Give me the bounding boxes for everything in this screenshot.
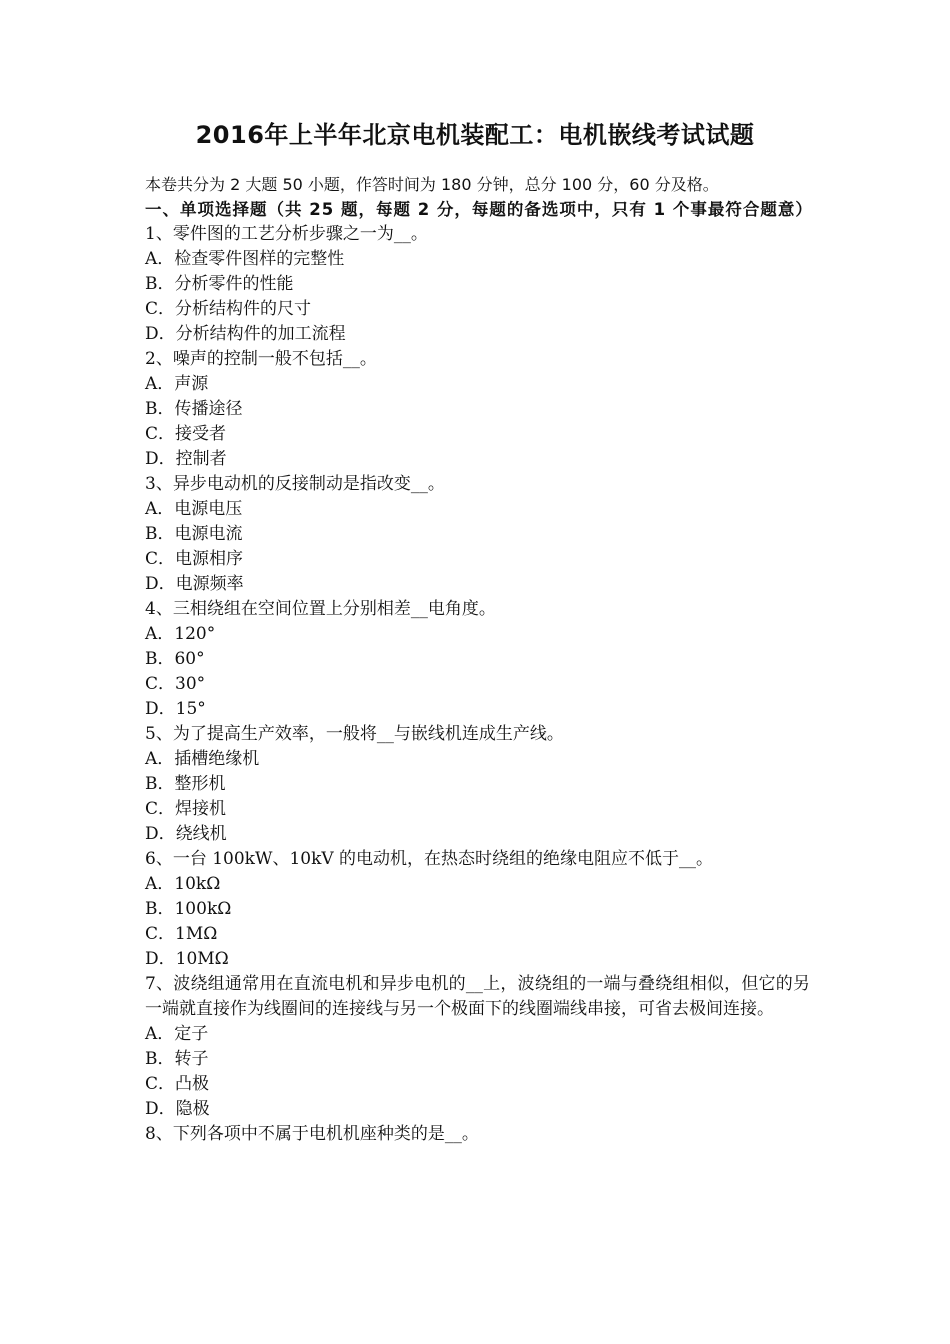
option-b: B．转子: [145, 1049, 209, 1069]
option-c: C．接受者: [145, 424, 227, 444]
document-title: 2016年上半年北京电机装配工：电机嵌线考试试题: [195, 121, 755, 149]
question-1: [145, 222, 810, 347]
question-5: [145, 722, 810, 847]
question-stem: 6、一台 100kW、10kV 的电动机，在热态时绕组的绝缘电阻应不低于__。: [145, 849, 714, 869]
question-stem: 7、波绕组通常用在直流电机和异步电机的__上，波绕组的一端与叠绕组相似，但它的另一端就直接作为线圈间的连接线与另一个极面下的线圈端线串接，可省去极间连接。: [145, 974, 810, 1019]
exam-intro: 本卷共分为 2 大题 50 小题，作答时间为 180 分钟，总分 100 分，60 分及格。: [145, 175, 719, 194]
question-8: [145, 1122, 810, 1147]
option-d: D．控制者: [145, 449, 227, 469]
question-stem: 3、异步电动机的反接制动是指改变__。: [145, 474, 445, 494]
option-d: D．隐极: [145, 1099, 210, 1119]
option-a: A．120°: [145, 624, 216, 644]
section-heading: 一、单项选择题（共 25 题，每题 2 分，每题的备选项中，只有 1 个事最符合题意）: [145, 200, 813, 219]
option-c: C．电源相序: [145, 549, 244, 569]
option-b: B．传播途径: [145, 399, 243, 419]
option-d: D．10MΩ: [145, 949, 229, 969]
question-stem: 2、噪声的控制一般不包括__。: [145, 349, 377, 369]
option-b: B．100kΩ: [145, 899, 232, 919]
option-c: C．30°: [145, 674, 206, 694]
question-7: [145, 972, 810, 1122]
question-stem: 1、零件图的工艺分析步骤之一为__。: [145, 224, 428, 244]
option-a: A．10kΩ: [145, 874, 221, 894]
option-d: D．电源频率: [145, 574, 244, 594]
question-stem: 5、为了提高生产效率，一般将__与嵌线机连成生产线。: [145, 724, 564, 744]
option-a: A．电源电压: [145, 499, 243, 519]
question-3: [145, 472, 810, 597]
question-6: [145, 847, 810, 972]
question-4: [145, 597, 810, 722]
option-c: C．分析结构件的尺寸: [145, 299, 312, 319]
option-d: D．绕线机: [145, 824, 227, 844]
option-b: B．整形机: [145, 774, 226, 794]
option-a: A．插槽绝缘机: [145, 749, 260, 769]
option-b: B．分析零件的性能: [145, 274, 294, 294]
option-d: D．分析结构件的加工流程: [145, 324, 346, 344]
option-a: A．检查零件图样的完整性: [145, 249, 345, 269]
option-a: A．定子: [145, 1024, 209, 1044]
option-c: C．1MΩ: [145, 924, 218, 944]
option-b: B．60°: [145, 649, 205, 669]
question-stem: 4、三相绕组在空间位置上分别相差__电角度。: [145, 599, 496, 619]
question-stem: 8、下列各项中不属于电机机座种类的是__。: [145, 1124, 479, 1144]
option-c: C．焊接机: [145, 799, 227, 819]
option-a: A．声源: [145, 374, 209, 394]
option-b: B．电源电流: [145, 524, 243, 544]
question-2: [145, 347, 810, 472]
document-body: [145, 172, 813, 1147]
option-d: D．15°: [145, 699, 206, 719]
option-c: C．凸极: [145, 1074, 210, 1094]
